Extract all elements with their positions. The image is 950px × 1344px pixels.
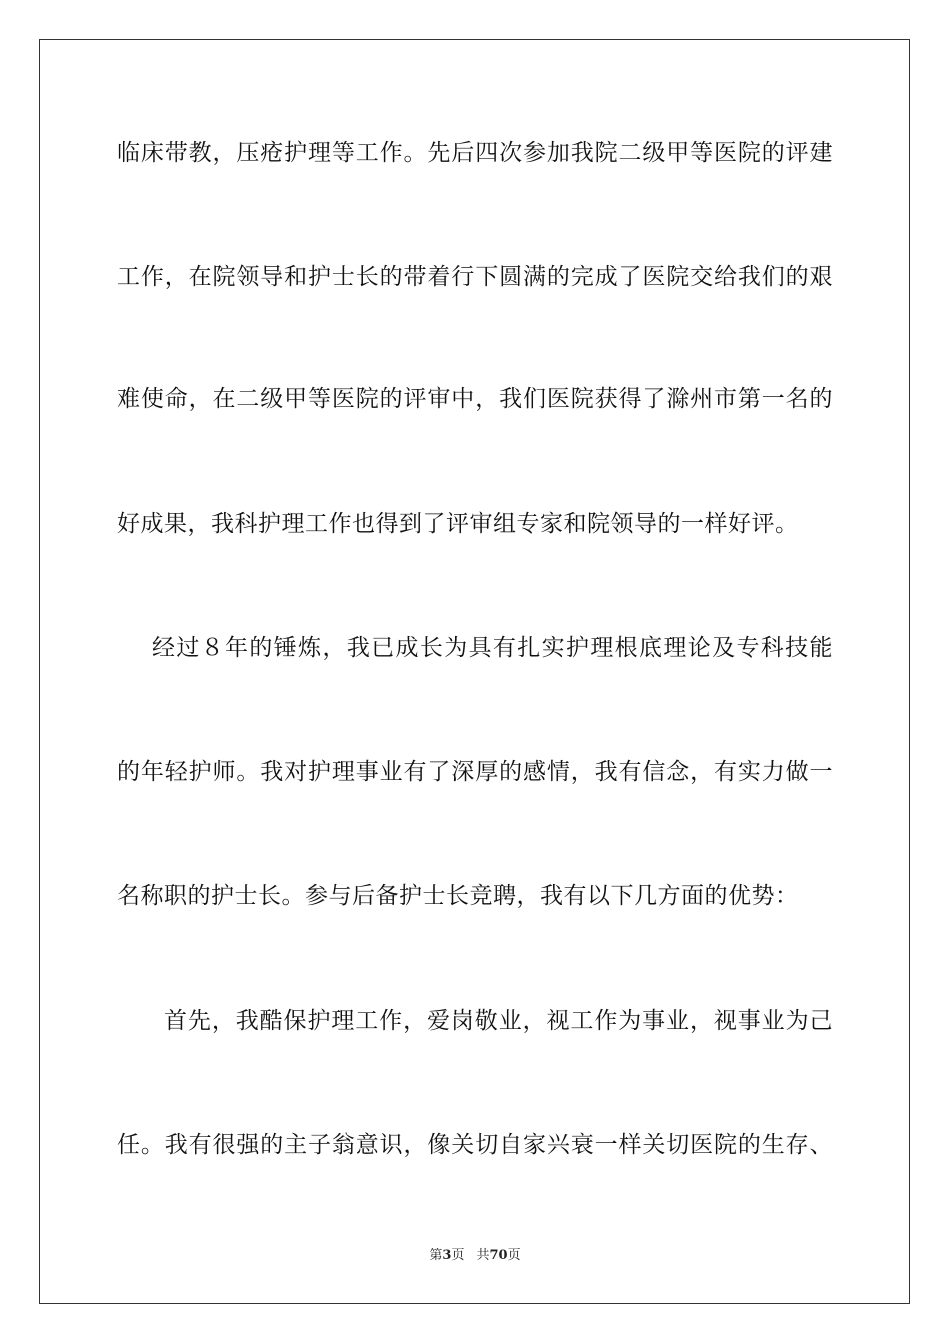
footer-total-suffix: 页: [507, 1248, 521, 1263]
text-line-4: 好成果，我科护理工作也得到了评审组专家和院领导的一样好评。: [117, 511, 799, 537]
text-line-1: 临床带教，压疮护理等工作。先后四次参加我院二级甲等医院的评建: [117, 140, 833, 166]
footer-page-prefix: 第: [429, 1248, 443, 1263]
footer-page-number: 3: [442, 1248, 452, 1263]
footer-page-suffix: 页: [451, 1248, 465, 1263]
paragraph-2-line-3: 名称职的护士长。参与后备护士长竞聘，我有以下几方面的优势：: [117, 883, 799, 909]
footer-total-pages: 70: [489, 1248, 508, 1263]
page-border: [39, 39, 910, 1304]
footer-total-prefix: 共: [476, 1248, 490, 1263]
text-line-3: 难使命，在二级甲等医院的评审中，我们医院获得了滁州市第一名的: [117, 386, 833, 412]
paragraph-3-line-1: 首先，我酷保护理工作，爱岗敬业，视工作为事业，视事业为己: [164, 1008, 833, 1034]
text-line-2: 工作，在院领导和护士长的带着行下圆满的完成了医院交给我们的艰: [117, 264, 833, 290]
paragraph-3-line-2: 任。我有很强的主子翁意识，像关切自家兴衰一样关切医院的生存、: [117, 1132, 833, 1158]
paragraph-2-line-1: 经过８年的锤炼，我已成长为具有扎实护理根底理论及专科技能: [152, 635, 833, 661]
page-footer: [0, 1247, 950, 1265]
paragraph-2-line-2: 的年轻护师。我对护理事业有了深厚的感情，我有信念，有实力做一: [117, 759, 833, 785]
